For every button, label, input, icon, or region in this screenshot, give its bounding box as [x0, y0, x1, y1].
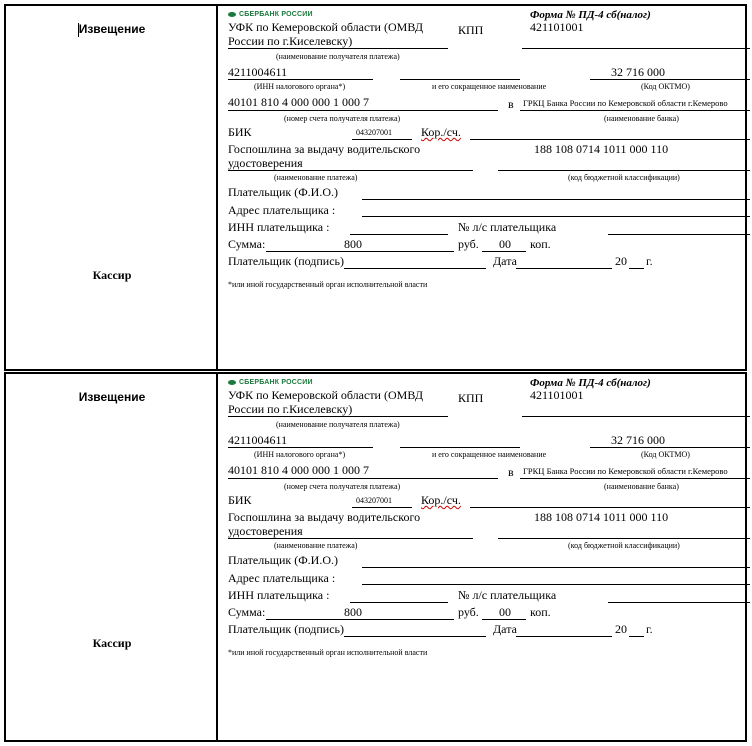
payment-details — [218, 374, 745, 740]
footnote: *или иной государственный орган исполнительной власти — [228, 648, 428, 657]
kbk-value: 188 108 0714 1011 000 110 — [534, 510, 669, 524]
bik-label: БИК — [228, 125, 252, 139]
inn-caption: (ИНН налогового органа*) — [254, 82, 346, 91]
sum-rub-value: 800 — [344, 237, 362, 251]
oktmo-value: 32 716 000 — [611, 433, 665, 447]
oktmo-caption: (Код ОКТМО) — [641, 450, 690, 459]
year-suffix: г. — [646, 622, 653, 636]
bank-logo-text: СБЕРБАНК РОССИИ — [239, 11, 313, 18]
kpp-label: КПП — [458, 391, 484, 405]
left-column — [6, 6, 218, 369]
date-label: Дата — [493, 622, 517, 636]
recipient-name-line1: УФК по Кемеровской области (ОМВД — [228, 388, 424, 402]
bik-label: БИК — [228, 493, 252, 507]
payer-inn-label: ИНН плательщика : — [228, 220, 330, 234]
notice-label: Извещение — [78, 22, 146, 36]
payer-inn-label: ИНН плательщика : — [228, 588, 330, 602]
payer-account-label: № л/с плательщика — [458, 588, 557, 602]
address-label: Адрес плательщика : — [228, 571, 336, 585]
recipient-name-caption: (наименование получателя платежа) — [276, 420, 400, 429]
corr-label: Кор./сч. — [421, 125, 461, 139]
inn-value: 4211004611 — [228, 65, 288, 79]
corr-label: Кор./сч. — [421, 493, 461, 507]
kpp-value: 421101001 — [530, 20, 584, 34]
account-caption: (номер счета получателя платежа) — [284, 482, 401, 491]
date-label: Дата — [493, 254, 517, 268]
year-suffix: г. — [646, 254, 653, 268]
sum-label: Сумма: — [228, 605, 266, 619]
sum-kop-value: 00 — [499, 605, 511, 619]
oktmo-caption: (Код ОКТМО) — [641, 82, 690, 91]
bank-logo-icon — [228, 12, 236, 17]
recipient-name-line2: России по г.Киселевску) — [228, 34, 353, 48]
cashier-label: Кассир — [92, 636, 132, 650]
oktmo-value: 32 716 000 — [611, 65, 665, 79]
recipient-name-line2: России по г.Киселевску) — [228, 402, 353, 416]
bank-logo-icon — [228, 380, 236, 385]
bank-logo — [228, 379, 313, 386]
purpose-line1: Госпошлина за выдачу водительского — [228, 510, 421, 524]
inn-caption: (ИНН налогового органа*) — [254, 450, 346, 459]
notice-label: Извещение — [78, 390, 146, 404]
form-code: Форма № ПД-4 сб(налог) — [530, 377, 651, 389]
rub-label: руб. — [458, 605, 479, 619]
purpose-caption: (наименование платежа) — [274, 173, 358, 182]
notice-form-bottom — [4, 372, 747, 742]
account-caption: (номер счета получателя платежа) — [284, 114, 401, 123]
kop-label: коп. — [530, 237, 551, 251]
payer-label: Плательщик (Ф.И.О.) — [228, 553, 338, 567]
bank-logo-text: СБЕРБАНК РОССИИ — [239, 379, 313, 386]
payer-account-label: № л/с плательщика — [458, 220, 557, 234]
cashier-label: Кассир — [92, 268, 132, 282]
bank-caption: (наименование банка) — [604, 482, 679, 491]
sum-label: Сумма: — [228, 237, 266, 251]
bik-value: 043207001 — [356, 496, 392, 505]
purpose-caption: (наименование платежа) — [274, 541, 358, 550]
short-name-caption: и его сокращенное наименование — [432, 450, 547, 459]
form-code: Форма № ПД-4 сб(налог) — [530, 9, 651, 21]
kop-label: коп. — [530, 605, 551, 619]
year-prefix: 20 — [615, 622, 627, 636]
bank-name: ГРКЦ Банка России по Кемеровской области г.Кемерово — [523, 466, 728, 476]
signature-label: Плательщик (подпись) — [228, 254, 345, 268]
inn-value: 4211004611 — [228, 433, 288, 447]
recipient-name-caption: (наименование получателя платежа) — [276, 52, 400, 61]
account-value: 40101 810 4 000 000 1 000 7 — [228, 95, 369, 109]
purpose-line2: удостоверения — [228, 156, 303, 170]
purpose-line2: удостоверения — [228, 524, 303, 538]
kpp-label: КПП — [458, 23, 484, 37]
short-name-caption: и его сокращенное наименование — [432, 82, 547, 91]
kpp-value: 421101001 — [530, 388, 584, 402]
bank-logo — [228, 11, 313, 18]
in-label: в — [508, 465, 514, 479]
sum-kop-value: 00 — [499, 237, 511, 251]
in-label: в — [508, 97, 514, 111]
bik-value: 043207001 — [356, 128, 392, 137]
bank-caption: (наименование банка) — [604, 114, 679, 123]
address-label: Адрес плательщика : — [228, 203, 336, 217]
purpose-line1: Госпошлина за выдачу водительского — [228, 142, 421, 156]
kbk-caption: (код бюджетной классификации) — [568, 173, 680, 182]
sum-rub-value: 800 — [344, 605, 362, 619]
left-column — [6, 374, 218, 740]
kbk-value: 188 108 0714 1011 000 110 — [534, 142, 669, 156]
year-prefix: 20 — [615, 254, 627, 268]
payer-label: Плательщик (Ф.И.О.) — [228, 185, 338, 199]
payment-details — [218, 6, 745, 369]
notice-form-top — [4, 4, 747, 371]
recipient-name-line1: УФК по Кемеровской области (ОМВД — [228, 20, 424, 34]
account-value: 40101 810 4 000 000 1 000 7 — [228, 463, 369, 477]
bank-name: ГРКЦ Банка России по Кемеровской области г.Кемерово — [523, 98, 728, 108]
kbk-caption: (код бюджетной классификации) — [568, 541, 680, 550]
rub-label: руб. — [458, 237, 479, 251]
signature-label: Плательщик (подпись) — [228, 622, 345, 636]
footnote: *или иной государственный орган исполнительной власти — [228, 280, 428, 289]
